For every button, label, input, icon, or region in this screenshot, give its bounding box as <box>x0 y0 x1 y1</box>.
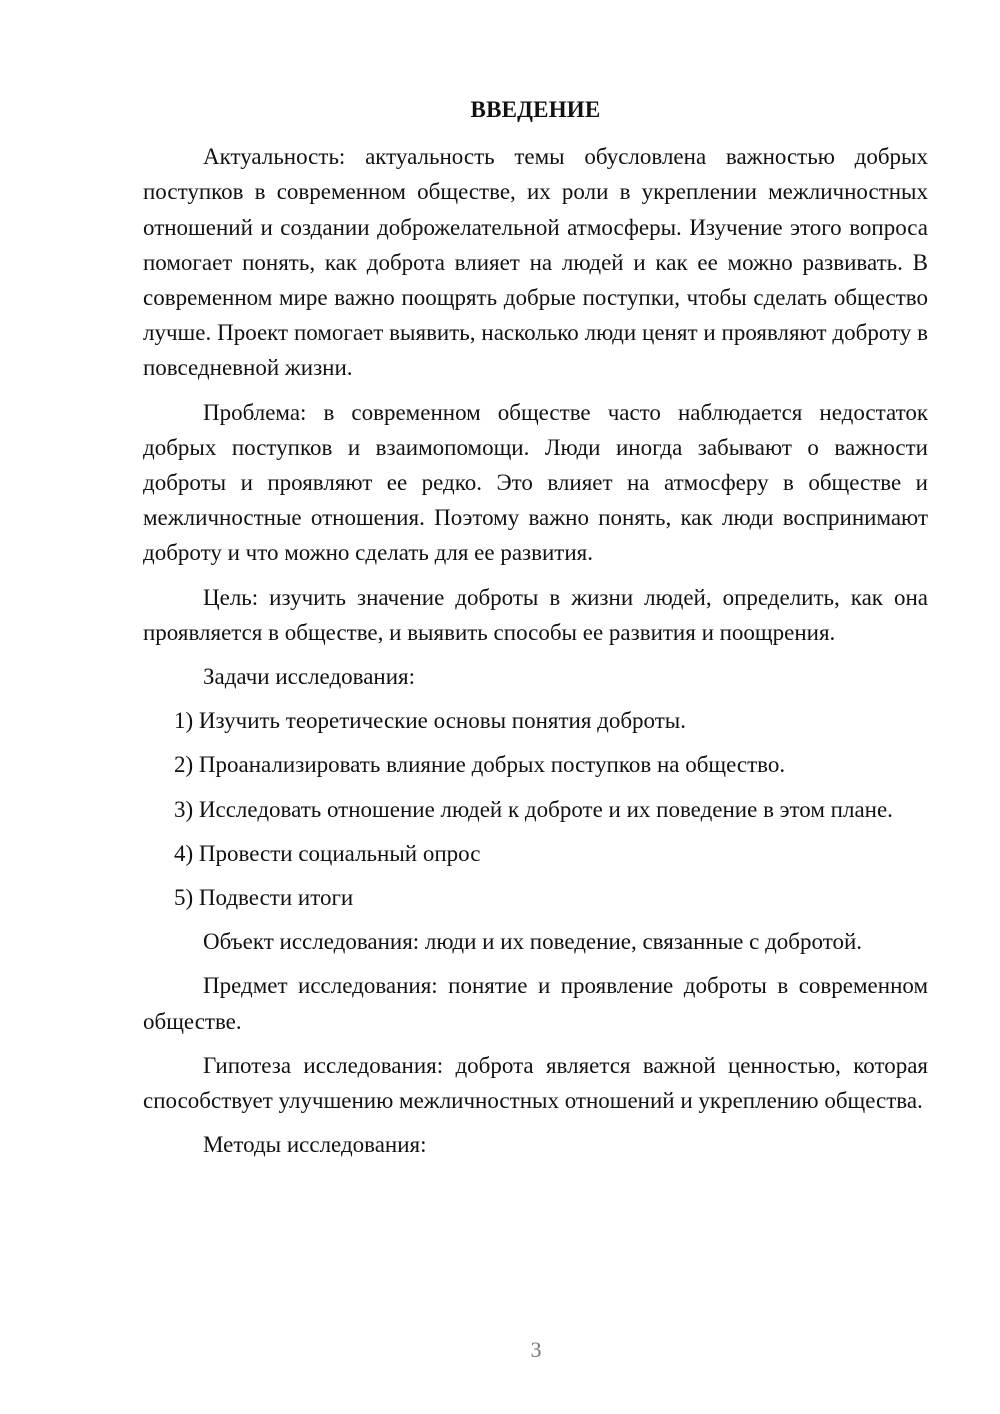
problem-paragraph: Проблема: в современном обществе часто наблюдается недостаток добрых поступков и взаимопомощи. Люди иногда забывают о важности доброты и проявляют ее редко. Это влияет на атмосферу в обществе и межличностные отношения. Поэтому важно понять, как люди воспринимают доброту и что можно сделать для ее развития. <box>143 399 928 566</box>
tasks-heading: Задачи исследования: <box>203 664 416 690</box>
page-number: 3 <box>530 1337 542 1362</box>
list-item: 3) Исследовать отношение людей к доброте и их поведение в этом плане. <box>174 796 893 822</box>
object-paragraph: Объект исследования: люди и их поведение, связанные с добротой. <box>203 929 863 955</box>
list-item: 2) Проанализировать влияние добрых поступков на общество. <box>174 752 786 778</box>
hypothesis-paragraph: Гипотеза исследования: доброта является важной ценностью, которая способствует улучшению межличностных отношений и укреплению общества. <box>143 1052 928 1114</box>
methods-heading: Методы исследования: <box>203 1132 427 1158</box>
list-item: 1) Изучить теоретические основы понятия доброты. <box>174 708 687 734</box>
page-title: ВВЕДЕНИЕ <box>470 97 601 122</box>
relevance-paragraph: Актуальность: актуальность темы обусловлена важностью добрых поступков в современном обществе, их роли в укреплении межличностных отношений и создании доброжелательной атмосферы. Изучение этого вопроса помогает понять, как доброта влияет на людей и как ее можно развивать. В современном мире важно поощрять добрые поступки, чтобы сделать общество лучше. Проект помогает выявить, насколько люди ценят и проявляют доброту в повседневной жизни. <box>143 144 928 381</box>
subject-paragraph: Предмет исследования: понятие и проявление доброты в современном обществе. <box>143 973 928 1034</box>
tasks-list <box>143 703 928 915</box>
list-item: 5) Подвести итоги <box>174 885 354 911</box>
list-item: 4) Провести социальный опрос <box>174 840 481 866</box>
goal-paragraph: Цель: изучить значение доброты в жизни людей, определить, как она проявляется в обществе, и выявить способы ее развития и поощрения. <box>143 584 928 645</box>
page-content <box>143 92 928 1171</box>
